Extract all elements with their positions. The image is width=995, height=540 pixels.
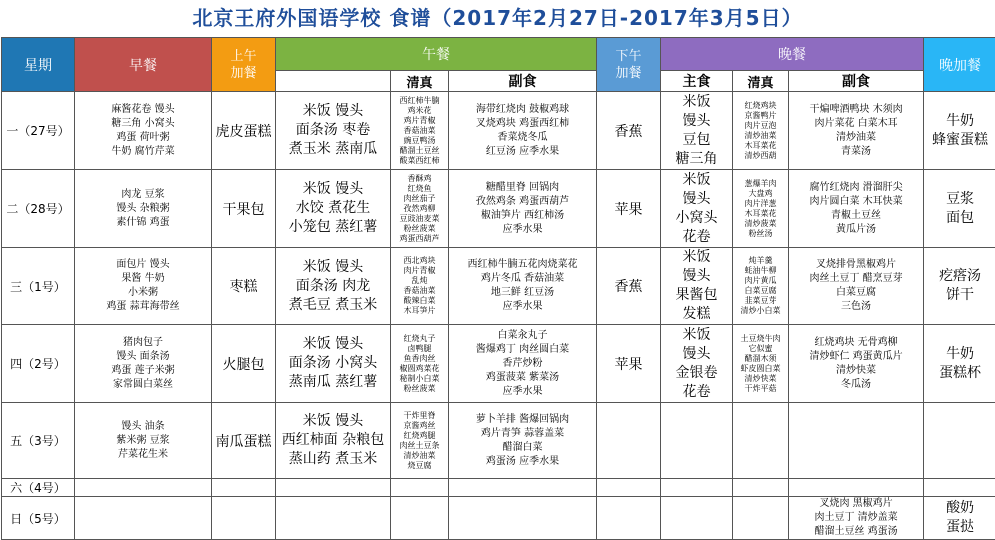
day-cell: 三（1号） <box>2 248 75 325</box>
dinner-main-cell <box>661 248 733 325</box>
dinner-main-cell-line: 馒头 <box>661 345 732 364</box>
dinner-side-cell-line: 腐竹红烧肉 滑溜肝尖 <box>789 181 923 195</box>
dinner-halal-cell-line: 肉片洋葱 <box>733 199 788 209</box>
lunch-side-cell <box>449 248 597 325</box>
dinner-main-cell-line: 馒头 <box>661 112 732 131</box>
dinner-main-cell <box>661 170 733 248</box>
breakfast-cell <box>75 479 212 497</box>
lunch-halal-cell-line: 孜然鸡柳 <box>391 204 448 214</box>
dinner-side-cell-line: 干煸啤酒鸭块 木须肉 <box>789 103 923 117</box>
dinner-halal-cell-line: 醋溜木须 <box>733 354 788 364</box>
menu-body <box>2 92 995 540</box>
night-snack-cell-line: 饼干 <box>924 286 995 305</box>
lunch-side-cell-line: 应季水果 <box>449 385 596 399</box>
dinner-main-cell-line: 豆包 <box>661 131 732 150</box>
breakfast-cell-line: 家常圆白菜丝 <box>75 378 211 392</box>
dinner-halal-cell-line: 虾皮圆白菜 <box>733 364 788 374</box>
dinner-side-cell-line: 三色汤 <box>789 300 923 314</box>
night-snack-cell-line: 面包 <box>924 209 995 228</box>
lunch-halal-cell-line: 肉丝茄子 <box>391 194 448 204</box>
lunch-main-cell <box>276 248 391 325</box>
dinner-main-cell-line: 馒头 <box>661 267 732 286</box>
lunch-main-cell-line: 米饭 馒头 <box>276 102 390 121</box>
table-row <box>2 92 995 170</box>
lunch-halal-cell-line: 鱼香肉丝 <box>391 354 448 364</box>
table-row <box>2 403 995 479</box>
lunch-halal-cell-line: 红烧鱼 <box>391 184 448 194</box>
dinner-side-cell <box>789 403 924 479</box>
dinner-halal-cell-line: 清炒油菜 <box>733 131 788 141</box>
dinner-halal-cell-line: 清炒小白菜 <box>733 306 788 316</box>
dinner-halal-cell-line: 木耳菜花 <box>733 141 788 151</box>
lunch-side-cell-line: 地三鲜 红豆汤 <box>449 286 596 300</box>
lunch-side-cell-line: 香菜烧冬瓜 <box>449 131 596 145</box>
dinner-main-cell-line: 花卷 <box>661 228 732 247</box>
dinner-side-cell-line: 青椒土豆丝 <box>789 209 923 223</box>
breakfast-cell <box>75 170 212 248</box>
table-row <box>2 497 995 540</box>
day-cell: 四（2号） <box>2 325 75 403</box>
dinner-side-cell <box>789 170 924 248</box>
dinner-main-cell <box>661 479 733 497</box>
lunch-main-cell-line: 面条汤 小窝头 <box>276 354 390 373</box>
lunch-side-cell <box>449 325 597 403</box>
night-snack-cell-line: 酸奶 <box>924 499 995 518</box>
night-snack-cell <box>924 248 995 325</box>
lunch-halal-cell-line: 豆豉油麦菜 <box>391 214 448 224</box>
day-cell: 日（5号） <box>2 497 75 540</box>
dinner-halal-cell-line: 它似蜜 <box>733 344 788 354</box>
breakfast-cell-line: 芹菜花生米 <box>75 448 211 462</box>
dinner-halal-cell <box>733 248 789 325</box>
dinner-side-cell-line: 清炒油菜 <box>789 131 923 145</box>
header-lunch-halal: 清真 <box>391 71 449 92</box>
breakfast-cell-line: 素什锦 鸡蛋 <box>75 216 211 230</box>
pm-snack-cell: 香蕉 <box>597 92 661 170</box>
dinner-side-cell <box>789 479 924 497</box>
dinner-side-cell-line: 肉土豆丁 清炒盖菜 <box>789 511 923 525</box>
breakfast-cell <box>75 325 212 403</box>
dinner-halal-cell-line: 清炒西葫 <box>733 151 788 161</box>
day-cell: 二（28号） <box>2 170 75 248</box>
breakfast-cell-line: 面包片 馒头 <box>75 258 211 272</box>
am-snack-cell: 南瓜蛋糕 <box>212 403 276 479</box>
night-snack-cell-line: 蛋糕杯 <box>924 364 995 383</box>
lunch-halal-cell <box>391 170 449 248</box>
night-snack-cell <box>924 170 995 248</box>
table-row <box>2 248 995 325</box>
dinner-halal-cell-line: 清炒菠菜 <box>733 219 788 229</box>
lunch-halal-cell-line: 清炒油菜 <box>391 451 448 461</box>
dinner-main-cell-line: 花卷 <box>661 383 732 402</box>
dinner-halal-cell-line: 蚝油牛柳 <box>733 266 788 276</box>
night-snack-cell <box>924 403 995 479</box>
lunch-main-cell-line: 面条汤 肉龙 <box>276 277 390 296</box>
breakfast-cell-line: 鸡蛋 莲子米粥 <box>75 364 211 378</box>
lunch-main-cell-line: 煮毛豆 煮玉米 <box>276 296 390 315</box>
lunch-main-cell-line: 米饭 馒头 <box>276 412 390 431</box>
lunch-side-cell-line: 鸡片冬瓜 香菇油菜 <box>449 272 596 286</box>
lunch-halal-cell-line: 酸辣白菜 <box>391 296 448 306</box>
header-breakfast: 早餐 <box>75 38 212 92</box>
lunch-main-cell <box>276 497 391 540</box>
dinner-main-cell <box>661 497 733 540</box>
breakfast-cell <box>75 403 212 479</box>
lunch-side-cell <box>449 170 597 248</box>
lunch-main-cell-line: 米饭 馒头 <box>276 180 390 199</box>
menu-table <box>1 37 995 540</box>
header-pm-snack: 下午 加餐 <box>597 38 661 92</box>
pm-snack-cell <box>597 497 661 540</box>
lunch-main-cell-line: 蒸南瓜 蒸红薯 <box>276 373 390 392</box>
dinner-halal-cell <box>733 325 789 403</box>
lunch-halal-cell-line: 红烧丸子 <box>391 334 448 344</box>
lunch-side-cell-line: 应季水果 <box>449 223 596 237</box>
dinner-main-cell-line: 馒头 <box>661 190 732 209</box>
breakfast-cell-line: 馒头 杂粮粥 <box>75 202 211 216</box>
dinner-side-cell-line: 醋溜土豆丝 鸡蛋汤 <box>789 525 923 539</box>
dinner-halal-cell <box>733 170 789 248</box>
breakfast-cell-line: 牛奶 腐竹芹菜 <box>75 145 211 159</box>
lunch-side-cell-line: 醋溜白菜 <box>449 441 596 455</box>
lunch-main-cell-line: 煮玉米 蒸南瓜 <box>276 140 390 159</box>
dinner-main-cell <box>661 403 733 479</box>
lunch-halal-cell-line: 烧豆腐 <box>391 461 448 471</box>
dinner-halal-cell-line: 粉丝汤 <box>733 229 788 239</box>
lunch-halal-cell <box>391 403 449 479</box>
dinner-main-cell-line: 金银卷 <box>661 364 732 383</box>
lunch-halal-cell-line: 卤鸭腿 <box>391 344 448 354</box>
pm-snack-cell: 苹果 <box>597 170 661 248</box>
header-dinner-main: 主食 <box>661 71 733 92</box>
header-dinner-halal: 清真 <box>733 71 789 92</box>
dinner-side-cell-line: 叉烧排骨黑椒鸡片 <box>789 258 923 272</box>
night-snack-cell <box>924 92 995 170</box>
header-am-snack: 上午 加餐 <box>212 38 276 92</box>
lunch-side-cell-line: 椒油笋片 西红柿汤 <box>449 209 596 223</box>
lunch-side-cell <box>449 497 597 540</box>
header-dinner-side: 副食 <box>789 71 924 92</box>
lunch-main-cell <box>276 479 391 497</box>
dinner-main-cell-line: 糖三角 <box>661 150 732 169</box>
lunch-side-cell-line: 孜然鸡条 鸡蛋西葫芦 <box>449 195 596 209</box>
lunch-side-cell-line: 糖醋里脊 回锅肉 <box>449 181 596 195</box>
lunch-halal-cell-line: 木耳笋片 <box>391 306 448 316</box>
dinner-main-cell-line: 小窝头 <box>661 209 732 228</box>
am-snack-cell <box>212 497 276 540</box>
lunch-main-cell <box>276 92 391 170</box>
dinner-side-cell-line: 叉烧肉 黑椒鸡片 <box>789 497 923 511</box>
lunch-main-cell-line: 蒸山药 煮玉米 <box>276 450 390 469</box>
breakfast-cell-line: 鸡蛋 荷叶粥 <box>75 131 211 145</box>
lunch-side-cell-line: 白菜汆丸子 <box>449 329 596 343</box>
day-cell: 一（27号） <box>2 92 75 170</box>
lunch-main-cell-line: 西红柿面 杂粮包 <box>276 431 390 450</box>
breakfast-cell <box>75 497 212 540</box>
breakfast-cell-line: 小米粥 <box>75 286 211 300</box>
lunch-halal-cell-line: 粉丝菠菜 <box>391 224 448 234</box>
dinner-halal-cell-line: 土豆烧牛肉 <box>733 334 788 344</box>
dinner-side-cell-line: 肉片菜花 白菜木耳 <box>789 117 923 131</box>
dinner-side-cell-line: 青菜汤 <box>789 145 923 159</box>
dinner-halal-cell-line: 清炒快菜 <box>733 374 788 384</box>
dinner-side-cell-line: 肉片圆白菜 木耳快菜 <box>789 195 923 209</box>
dinner-halal-cell-line: 葱爆羊肉 <box>733 179 788 189</box>
dinner-halal-cell-line: 白菜豆腐 <box>733 286 788 296</box>
lunch-halal-cell-line: 肉片青椒 <box>391 266 448 276</box>
dinner-side-cell-line: 清炒快菜 <box>789 364 923 378</box>
am-snack-cell: 枣糕 <box>212 248 276 325</box>
night-snack-cell-line: 蜂蜜蛋糕 <box>924 131 995 150</box>
day-cell: 六（4号） <box>2 479 75 497</box>
lunch-side-cell <box>449 479 597 497</box>
lunch-halal-cell-line: 鸡片青椒 <box>391 116 448 126</box>
lunch-halal-cell <box>391 248 449 325</box>
dinner-side-cell-line: 黄瓜片汤 <box>789 223 923 237</box>
lunch-side-cell-line: 鸡片青笋 蒜蓉盖菜 <box>449 427 596 441</box>
lunch-main-cell-line: 小笼包 蒸红薯 <box>276 218 390 237</box>
dinner-side-cell <box>789 248 924 325</box>
dinner-halal-cell-line: 红烧鸡块 <box>733 101 788 111</box>
lunch-side-cell <box>449 403 597 479</box>
dinner-halal-cell-line: 大盘鸡 <box>733 189 788 199</box>
lunch-halal-cell-line: 香菇油菜 <box>391 286 448 296</box>
table-row <box>2 325 995 403</box>
dinner-main-cell-line: 果酱包 <box>661 286 732 305</box>
lunch-side-cell-line: 海带红烧肉 鼓椒鸡球 <box>449 103 596 117</box>
lunch-halal-cell-line: 粉丝菠菜 <box>391 384 448 394</box>
dinner-main-cell-line: 米饭 <box>661 171 732 190</box>
lunch-halal-cell-line: 肉丝土豆条 <box>391 441 448 451</box>
dinner-side-cell <box>789 92 924 170</box>
lunch-halal-cell-line: 鸡米花 <box>391 106 448 116</box>
dinner-main-cell <box>661 92 733 170</box>
night-snack-cell <box>924 479 995 497</box>
header-day: 星期 <box>2 38 75 92</box>
am-snack-cell: 火腿包 <box>212 325 276 403</box>
night-snack-cell-line: 牛奶 <box>924 112 995 131</box>
am-snack-cell: 虎皮蛋糕 <box>212 92 276 170</box>
page-title: 北京王府外国语学校 食谱（2017年2月27日-2017年3月5日） <box>0 0 995 37</box>
lunch-side-cell-line: 西红柿牛腩五花肉烧菜花 <box>449 258 596 272</box>
breakfast-cell-line: 猪肉包子 <box>75 336 211 350</box>
night-snack-cell-line: 疙瘩汤 <box>924 267 995 286</box>
breakfast-cell-line: 鸡蛋 蒜茸海带丝 <box>75 300 211 314</box>
breakfast-cell-line: 果酱 牛奶 <box>75 272 211 286</box>
breakfast-cell <box>75 92 212 170</box>
dinner-halal-cell <box>733 403 789 479</box>
lunch-halal-cell-line: 醋溜土豆丝 <box>391 146 448 156</box>
lunch-main-cell-line: 米饭 馒头 <box>276 258 390 277</box>
header-lunch-side: 副食 <box>449 71 597 92</box>
lunch-halal-cell-line: 乱炖 <box>391 276 448 286</box>
lunch-halal-cell-line: 鸡蛋西葫芦 <box>391 234 448 244</box>
day-cell: 五（3号） <box>2 403 75 479</box>
lunch-side-cell-line: 酱爆鸡丁 肉丝圆白菜 <box>449 343 596 357</box>
dinner-main-cell-line: 米饭 <box>661 326 732 345</box>
dinner-halal-cell <box>733 497 789 540</box>
lunch-halal-cell-line: 京酱鸡丝 <box>391 421 448 431</box>
night-snack-cell-line: 蛋挞 <box>924 518 995 537</box>
breakfast-cell-line: 麻酱花卷 馒头 <box>75 103 211 117</box>
dinner-halal-cell-line: 肉片豆泡 <box>733 121 788 131</box>
lunch-halal-cell-line: 香酥鸡 <box>391 174 448 184</box>
dinner-side-cell-line: 清炒虾仁 鸡蛋黄瓜片 <box>789 350 923 364</box>
lunch-side-cell-line: 应季水果 <box>449 300 596 314</box>
pm-snack-cell <box>597 479 661 497</box>
dinner-side-cell <box>789 325 924 403</box>
pm-snack-cell: 苹果 <box>597 325 661 403</box>
dinner-main-cell-line: 发糕 <box>661 305 732 324</box>
header-dinner: 晚餐 <box>661 38 924 71</box>
dinner-halal-cell-line: 韭菜豆芽 <box>733 296 788 306</box>
lunch-main-cell-line: 水饺 煮花生 <box>276 199 390 218</box>
dinner-halal-cell-line: 肉片黄瓜 <box>733 276 788 286</box>
breakfast-cell-line: 紫米粥 豆浆 <box>75 434 211 448</box>
table-row <box>2 479 995 497</box>
lunch-halal-cell-line: 香菇油菜 <box>391 126 448 136</box>
dinner-halal-cell-line: 干炸平菇 <box>733 384 788 394</box>
night-snack-cell-line: 豆浆 <box>924 190 995 209</box>
lunch-halal-cell <box>391 325 449 403</box>
dinner-main-cell-line: 米饭 <box>661 248 732 267</box>
lunch-halal-cell-line: 西红柿牛腩 <box>391 96 448 106</box>
lunch-side-cell-line: 鸡蛋菠菜 紫菜汤 <box>449 371 596 385</box>
dinner-halal-cell-line: 木耳菜花 <box>733 209 788 219</box>
lunch-halal-cell-line: 秘制小白菜 <box>391 374 448 384</box>
lunch-halal-cell-line: 干炸里脊 <box>391 411 448 421</box>
am-snack-cell: 干果包 <box>212 170 276 248</box>
lunch-halal-cell <box>391 497 449 540</box>
lunch-halal-cell <box>391 479 449 497</box>
am-snack-cell <box>212 479 276 497</box>
header-lunch-main <box>276 71 391 92</box>
lunch-side-cell-line: 萝卜羊排 酱爆回锅肉 <box>449 413 596 427</box>
lunch-side-cell-line: 香芹炒粉 <box>449 357 596 371</box>
dinner-main-cell-line: 米饭 <box>661 93 732 112</box>
lunch-halal-cell-line: 豌豆鸭汤 <box>391 136 448 146</box>
pm-snack-cell: 香蕉 <box>597 248 661 325</box>
table-row <box>2 170 995 248</box>
lunch-main-cell-line: 面条汤 枣卷 <box>276 121 390 140</box>
dinner-side-cell-line: 肉丝土豆丁 醋烹豆芽 <box>789 272 923 286</box>
lunch-side-cell-line: 叉烧鸡块 鸡蛋西红柿 <box>449 117 596 131</box>
night-snack-cell <box>924 497 995 540</box>
lunch-main-cell-line: 米饭 馒头 <box>276 335 390 354</box>
breakfast-cell-line: 馒头 面条汤 <box>75 350 211 364</box>
dinner-halal-cell-line: 炖羊羹 <box>733 256 788 266</box>
pm-snack-cell <box>597 403 661 479</box>
dinner-side-cell <box>789 497 924 540</box>
dinner-main-cell <box>661 325 733 403</box>
night-snack-cell-line: 牛奶 <box>924 345 995 364</box>
lunch-halal-cell-line: 酸菜西红柿 <box>391 156 448 166</box>
lunch-side-cell-line: 红豆汤 应季水果 <box>449 145 596 159</box>
lunch-main-cell <box>276 325 391 403</box>
breakfast-cell-line: 肉龙 豆浆 <box>75 188 211 202</box>
lunch-main-cell <box>276 170 391 248</box>
dinner-side-cell-line: 白菜豆腐 <box>789 286 923 300</box>
header-night-snack: 晚加餐 <box>924 38 995 92</box>
lunch-halal-cell-line: 椒圆鸡菜花 <box>391 364 448 374</box>
dinner-halal-cell <box>733 479 789 497</box>
lunch-side-cell <box>449 92 597 170</box>
dinner-halal-cell <box>733 92 789 170</box>
dinner-side-cell-line: 红烧鸡块 无骨鸡柳 <box>789 336 923 350</box>
night-snack-cell <box>924 325 995 403</box>
lunch-halal-cell-line: 西北鸡块 <box>391 256 448 266</box>
breakfast-cell <box>75 248 212 325</box>
header-lunch: 午餐 <box>276 38 597 71</box>
dinner-halal-cell-line: 京酱鸭片 <box>733 111 788 121</box>
lunch-halal-cell-line: 红烧鸡腿 <box>391 431 448 441</box>
breakfast-cell-line: 馒头 油条 <box>75 420 211 434</box>
breakfast-cell-line: 糖三角 小窝头 <box>75 117 211 131</box>
lunch-halal-cell <box>391 92 449 170</box>
dinner-side-cell-line: 冬瓜汤 <box>789 378 923 392</box>
lunch-side-cell-line: 鸡蛋汤 应季水果 <box>449 455 596 469</box>
lunch-main-cell <box>276 403 391 479</box>
